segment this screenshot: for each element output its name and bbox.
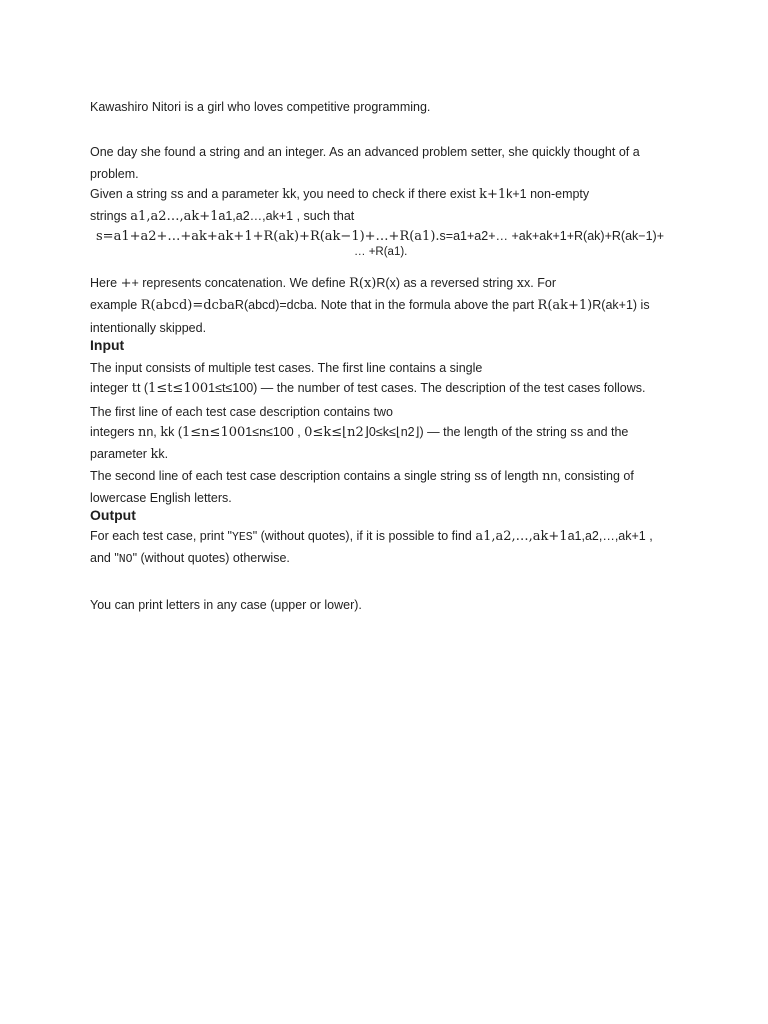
story-line-2: problem. <box>90 167 139 181</box>
math-n: n <box>542 469 551 484</box>
input-line-4 <box>90 424 628 441</box>
input-text: The second line of each test case description contains a single string <box>90 469 475 483</box>
input-line-3: The first line of each test case description contains two <box>90 405 393 419</box>
math-parts: a1,a2,…,ak+1 <box>475 529 568 544</box>
concat-text: Here <box>90 276 121 290</box>
input-text: n, <box>146 425 161 439</box>
input-text: parameter <box>90 447 151 461</box>
math-x: x <box>516 276 525 291</box>
math-r-ak1: R(ak+1) <box>537 298 593 313</box>
story-line-1: One day she found a string and an integer. As an advanced problem setter, she quickly thought of a <box>90 145 640 159</box>
intro-text: Kawashiro Nitori is a girl who loves competitive programming. <box>90 100 431 114</box>
math-s: s <box>170 187 178 202</box>
formula-math: s=a1+a2+…+ak+ak+1+R(ak)+R(ak−1)+…+R(a1). <box>96 229 440 244</box>
input-text: k. <box>158 447 169 461</box>
math-s: s <box>474 469 481 484</box>
input-text: integers <box>90 425 138 439</box>
concat-text: example <box>90 298 141 312</box>
math-k: k <box>150 447 159 462</box>
math-t: t <box>131 381 137 396</box>
concat-text: R(abcd)=dcba. Note that in the formula above the part <box>234 298 538 312</box>
math-r-x: R(x) <box>349 276 377 291</box>
math-n-range: 1≤n≤100 <box>182 425 246 440</box>
output-line-3: You can print letters in any case (upper or lower). <box>90 598 362 612</box>
math-t-range: 1≤t≤100 <box>148 381 209 396</box>
input-line-2 <box>90 380 645 397</box>
math-plus: + <box>120 276 132 291</box>
input-heading: Input <box>90 337 125 353</box>
concat-text: R(ak+1) is <box>592 298 650 312</box>
concat-text: + represents concatenation. We define <box>131 276 350 290</box>
given-text: s and a parameter <box>177 187 283 201</box>
output-line-2 <box>90 550 290 568</box>
concat-text: R(x) as a reversed string <box>376 276 517 290</box>
concat-line-1 <box>90 275 556 292</box>
input-text: n, consisting of <box>550 469 634 483</box>
math-strings: a1,a2…,ak+1 <box>130 209 219 224</box>
math-s: s <box>570 425 577 440</box>
input-text: s of length <box>480 469 543 483</box>
given-text: a1,a2…,ak+1 , such that <box>218 209 355 223</box>
given-text: Given a string <box>90 187 171 201</box>
code-yes: YES <box>232 531 253 544</box>
math-k: k <box>160 425 169 440</box>
given-line-1 <box>90 186 589 203</box>
input-text: 1≤n≤100 , <box>245 425 305 439</box>
input-text: integer <box>90 381 132 395</box>
output-line-1 <box>90 528 653 546</box>
input-text: s and the <box>576 425 629 439</box>
output-text: a1,a2,…,ak+1 , <box>567 529 653 543</box>
output-text: " (without quotes) otherwise. <box>132 551 290 565</box>
output-text: " (without quotes), if it is possible to find <box>252 529 476 543</box>
given-text: k+1 non-empty <box>506 187 590 201</box>
concat-text: x. For <box>524 276 556 290</box>
input-text: 0≤k≤⌊n2⌋) — the length of the string <box>368 425 571 439</box>
output-text: For each test case, print " <box>90 529 232 543</box>
input-line-5 <box>90 446 168 463</box>
given-text: k, you need to check if there exist <box>290 187 480 201</box>
formula-line <box>96 228 664 245</box>
output-heading: Output <box>90 507 136 523</box>
given-text: strings <box>90 209 131 223</box>
input-line-7: lowercase English letters. <box>90 491 232 505</box>
code-no: NO <box>118 553 133 566</box>
concat-line-2 <box>90 297 650 314</box>
input-text: t ( <box>136 381 149 395</box>
given-line-2 <box>90 208 354 225</box>
formula-continuation: … +R(a1). <box>354 246 408 258</box>
input-text: 1≤t≤100) — the number of test cases. The description of the test cases follows. <box>208 381 646 395</box>
input-line-6 <box>90 468 634 485</box>
math-k-range: 0≤k≤⌊n2⌋ <box>304 425 369 440</box>
input-line-1: The input consists of multiple test cases. The first line contains a single <box>90 361 483 375</box>
math-k-plus-1: k+1 <box>479 187 507 202</box>
formula-plain: s=a1+a2+… +ak+ak+1+R(ak)+R(ak−1)+ <box>439 229 664 243</box>
math-k: k <box>282 187 291 202</box>
math-example: R(abcd)=dcba <box>140 298 235 313</box>
concat-line-3: intentionally skipped. <box>90 321 207 335</box>
output-text: and " <box>90 551 119 565</box>
input-text: k ( <box>168 425 183 439</box>
math-n: n <box>137 425 147 440</box>
